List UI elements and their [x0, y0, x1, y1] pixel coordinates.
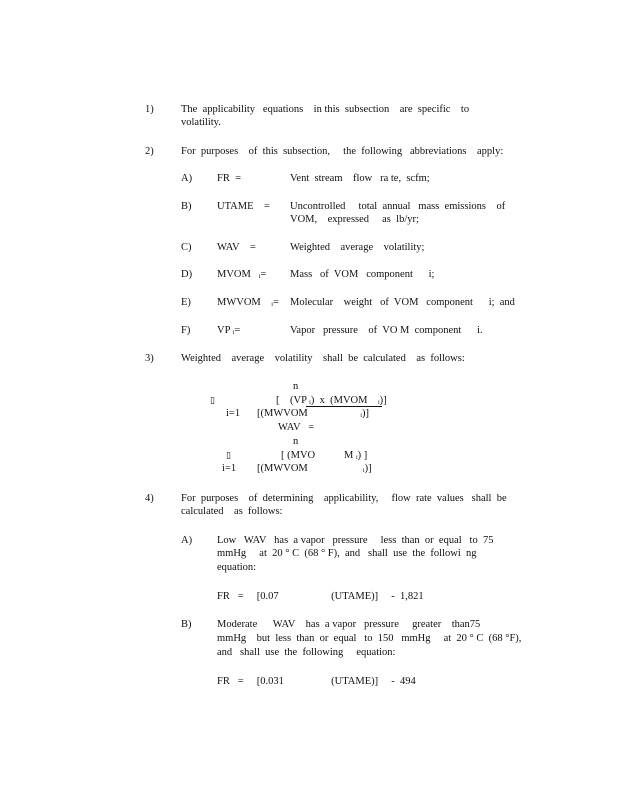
summation-lower-limit: i=1 [222, 463, 237, 474]
case-formula: FR = [0.07 (UTAME)] - 1,821 [217, 591, 424, 602]
item-text-line: For purposes of this subsection, the following abbreviations apply: [181, 146, 504, 157]
abbreviation-letter: D) [181, 269, 193, 280]
abbreviation-term: MVOM ᵢ= [217, 269, 267, 280]
abbreviation-term: MWVOM ᵢ= [217, 297, 279, 308]
item-number: 3) [145, 353, 154, 364]
summation-icon: ▯ [210, 395, 215, 405]
summation-lower-limit: i=1 [226, 408, 241, 419]
summation-upper-limit: n [293, 381, 299, 392]
summation-upper-limit: n [293, 436, 299, 447]
case-text-line: mmHg at 20 ° C (68 ° F), and shall use the followi ng [217, 548, 477, 559]
abbreviation-letter: C) [181, 242, 192, 253]
item-text-line: Weighted average volatility shall be calculated as follows: [181, 353, 465, 364]
case-letter: A) [181, 535, 193, 546]
equation-denominator-1: [(MWVOM ᵢ)] [257, 408, 369, 419]
case-text-line: Low WAV has a vapor pressure less than or equal to 75 [217, 535, 494, 546]
abbreviation-term: VP ᵢ= [217, 325, 241, 336]
item-text-line: The applicability equations in this subsection are specific to [181, 104, 470, 115]
abbreviation-definition-cont: VOM, expressed as lb/yr; [290, 214, 419, 225]
abbreviation-letter: E) [181, 297, 191, 308]
abbreviation-letter: F) [181, 325, 191, 336]
summation-icon: ▯ [226, 450, 231, 460]
case-formula: FR = [0.031 (UTAME)] - 494 [217, 676, 416, 687]
abbreviation-definition: Mass of VOM component i; [290, 269, 435, 280]
case-text-line: Moderate WAV has a vapor pressure greater than75 [217, 619, 481, 630]
abbreviation-definition: Weighted average volatility; [290, 242, 425, 253]
equation-numerator-2: [ (MVO M ᵢ) ] [281, 450, 368, 461]
abbreviation-term: UTAME = [217, 201, 270, 212]
abbreviation-letter: B) [181, 201, 192, 212]
item-text-line: For purposes of determining applicability, flow rate values shall be [181, 493, 507, 504]
equation-numerator-1: [ (VP ᵢ) x (MVOM ᵢ)] [276, 395, 387, 406]
equation-lhs-wav: WAV = [278, 422, 315, 433]
abbreviation-definition: Molecular weight of VOM component i; and [290, 297, 515, 308]
case-text-line: mmHg but less than or equal to 150 mmHg at 20 ° C (68 °F), [217, 633, 522, 644]
abbreviation-definition: Vent stream flow ra te, scfm; [290, 173, 430, 184]
abbreviation-definition: Vapor pressure of VO M component i. [290, 325, 483, 336]
equation-denominator-2: [(MWVOM ᵢ)] [257, 463, 372, 474]
abbreviation-term: FR = [217, 173, 242, 184]
case-text-line: and shall use the following equation: [217, 647, 396, 658]
item-number: 2) [145, 146, 154, 157]
case-text-line: equation: [217, 562, 257, 573]
item-text-line: volatility. [181, 117, 221, 128]
item-number: 1) [145, 104, 154, 115]
case-letter: B) [181, 619, 192, 630]
abbreviation-letter: A) [181, 173, 193, 184]
abbreviation-term: WAV = [217, 242, 256, 253]
abbreviation-definition: Uncontrolled total annual mass emissions of [290, 201, 506, 212]
item-text-line: calculated as follows: [181, 506, 283, 517]
item-number: 4) [145, 493, 154, 504]
